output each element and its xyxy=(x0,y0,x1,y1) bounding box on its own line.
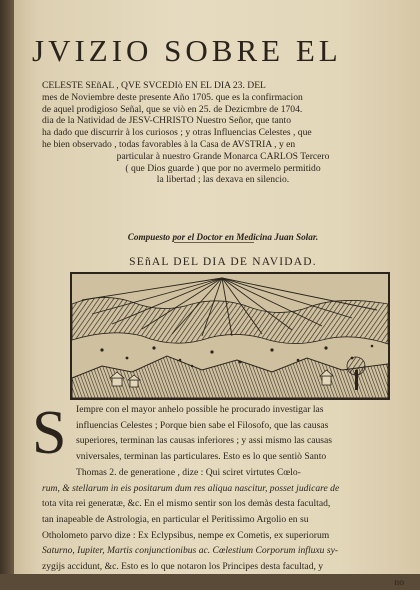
body-line: rum, & stellarum in eis positarum dum res aliqua nascitur, posset judicare de xyxy=(42,482,340,494)
body-line: Iempre con el mayor anhelo possible he procurado investigar las xyxy=(76,404,324,415)
body-paragraph xyxy=(42,402,404,590)
divider-rule xyxy=(174,242,254,243)
intro-line: he bien observado , todas favorables à la Casa de AVSTRIA , y en xyxy=(42,138,296,150)
body-line: tan inapeable de Astrologia, en particular el Peritissimo Argolio en su xyxy=(42,513,309,525)
body-line: tota vita rei generatæ, &c. En el mismo sentir son los demàs desta facultad, xyxy=(42,498,331,510)
body-line: Otholometo parvo dize : Ex Eclypsibus, nempe ex Cometis, ex superiorum xyxy=(42,529,330,541)
woodcut-illustration xyxy=(70,272,390,400)
author-line: Compuesto por el Doctor en Medicina Juan Solar. xyxy=(127,232,319,242)
intro-line: dia de la Natividad de JESV-CHRISTO Nuestro Señor, que tanto xyxy=(42,115,292,127)
intro-line: la libertad ; las dexava en silencio. xyxy=(156,174,290,186)
body-line: Saturno, Iupiter, Martis conjunctionibus ac. Cœlestium Corporum influxu sy- xyxy=(42,545,339,557)
book-page xyxy=(14,0,420,588)
body-line: influencias Celestes ; Porque bien sabe el Filosofo, que las causas xyxy=(76,419,329,431)
intro-paragraph xyxy=(42,80,404,186)
drop-cap: S xyxy=(32,399,67,467)
intro-line: ( que Dios guarde ) que por no avermelo permitido xyxy=(125,162,321,174)
section-subtitle: SEñAL DEL DIA DE NAVIDAD. xyxy=(129,256,317,268)
intro-line: mes de Noviembre deste presente Año 1705. que es la confirmacion xyxy=(42,91,303,103)
intro-line: particular à nuestro Grande Monarca CARLOS Tercero xyxy=(116,150,330,162)
intro-line: CELESTE SEñAL , QVE SVCEDIò EN EL DIA 23. DEL xyxy=(42,80,266,91)
catchword: no xyxy=(394,576,404,588)
body-line: zygijs accidunt, &c. Esto es lo que notaron los Principes desta facultad, y xyxy=(42,561,324,573)
body-line: Thomas 2. de generatione , dize : Qui sciret virtutes Cœlo- xyxy=(76,466,301,478)
intro-line: de aquel prodigioso Señal, que se viò en 25. de Dezicmbre de 1704. xyxy=(42,103,303,115)
book-gutter xyxy=(0,0,14,574)
intro-line: ha dado que discurrir à los curiosos ; y otras Influencias Celestes , que xyxy=(42,127,312,139)
woodcut-svg xyxy=(72,274,388,398)
body-line: vniversales, terminan las particulares. Esto es lo que sentiò Santo xyxy=(76,451,327,463)
page-title: JVIZIO SOBRE EL xyxy=(32,33,342,68)
body-line: superiores, terminan las causas inferiores ; y assi mismo las causas xyxy=(76,435,333,447)
